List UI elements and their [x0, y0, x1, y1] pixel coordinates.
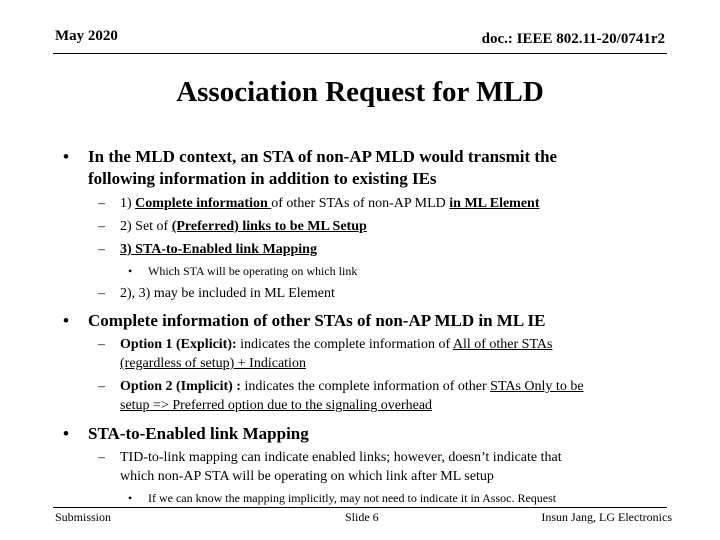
dash-marker: –	[98, 337, 105, 352]
option-2-text: indicates the complete information of other	[240, 379, 491, 394]
option-2-line-1	[120, 379, 584, 395]
tid-mapping-line-1: TID-to-link mapping can indicate enabled links; however, doesn’t indicate that	[120, 450, 562, 465]
bullet-marker: •	[63, 147, 69, 166]
bullet-1-line-1: In the MLD context, an STA of non-AP MLD would transmit the	[88, 147, 558, 166]
bullet-marker: •	[63, 311, 69, 330]
sub-bullet-1	[120, 196, 540, 212]
option-1-text: indicates the complete information of	[236, 337, 453, 352]
slide-title: Association Request for MLD	[176, 76, 544, 108]
option-1-line-2: (regardless of setup) + Indication	[120, 356, 306, 371]
option-2-label: Option 2 (Implicit) :	[120, 379, 241, 394]
footer-author: Insun Jang, LG Electronics	[541, 510, 672, 524]
bullet-marker: •	[128, 264, 133, 278]
sub-bullet-1-underlined: Complete information	[135, 196, 272, 211]
bullet-1-line-2: following information in addition to existing IEs	[88, 169, 437, 188]
footer-submission: Submission	[55, 510, 112, 524]
sub-bullet-3: 3) STA-to-Enabled link Mapping	[120, 242, 317, 257]
bullet-marker: •	[128, 491, 133, 505]
option-1-underlined: All of other STAs	[452, 337, 553, 352]
option-1-line-1	[120, 337, 552, 353]
dash-marker: –	[98, 196, 105, 211]
bullet-3-text: STA-to-Enabled link Mapping	[88, 424, 309, 443]
footer-slide-number: Slide 6	[345, 510, 379, 524]
sub-bullet-1-prefix: 1)	[120, 196, 136, 211]
sub-bullet-2	[120, 219, 367, 235]
bullet-marker: •	[63, 424, 69, 443]
sub-sub-bullet-1: Which STA will be operating on which link	[148, 264, 358, 278]
option-2-line-2: setup => Preferred option due to the signaling overhead	[120, 398, 433, 413]
dash-marker: –	[98, 450, 105, 465]
header-rule	[53, 53, 667, 54]
footer-rule	[53, 507, 667, 508]
option-1-label: Option 1 (Explicit):	[120, 337, 237, 352]
dash-marker: –	[98, 219, 105, 234]
dash-marker: –	[98, 379, 105, 394]
sub-bullet-2-underlined: (Preferred) links to be ML Setup	[171, 219, 367, 234]
sub-bullet-4: 2), 3) may be included in ML Element	[120, 286, 335, 301]
sub-bullet-1-middle: of other STAs of non-AP MLD	[271, 196, 450, 211]
bullet-2-text: Complete information of other STAs of non-AP MLD in ML IE	[88, 311, 546, 330]
tid-mapping-line-2: which non-AP STA will be operating on which link after ML setup	[120, 469, 494, 484]
header-date: May 2020	[55, 28, 118, 44]
dash-marker: –	[98, 286, 105, 301]
header-doc-number: doc.: IEEE 802.11-20/0741r2	[481, 31, 665, 47]
sub-bullet-1-underlined-end: in ML Element	[449, 196, 540, 211]
option-2-underlined: STAs Only to be	[490, 379, 584, 394]
sub-bullet-2-prefix: 2) Set of	[120, 219, 172, 234]
sub-sub-bullet-2: If we can know the mapping implicitly, may not need to indicate it in Assoc. Request	[148, 491, 557, 505]
dash-marker: –	[98, 242, 105, 257]
